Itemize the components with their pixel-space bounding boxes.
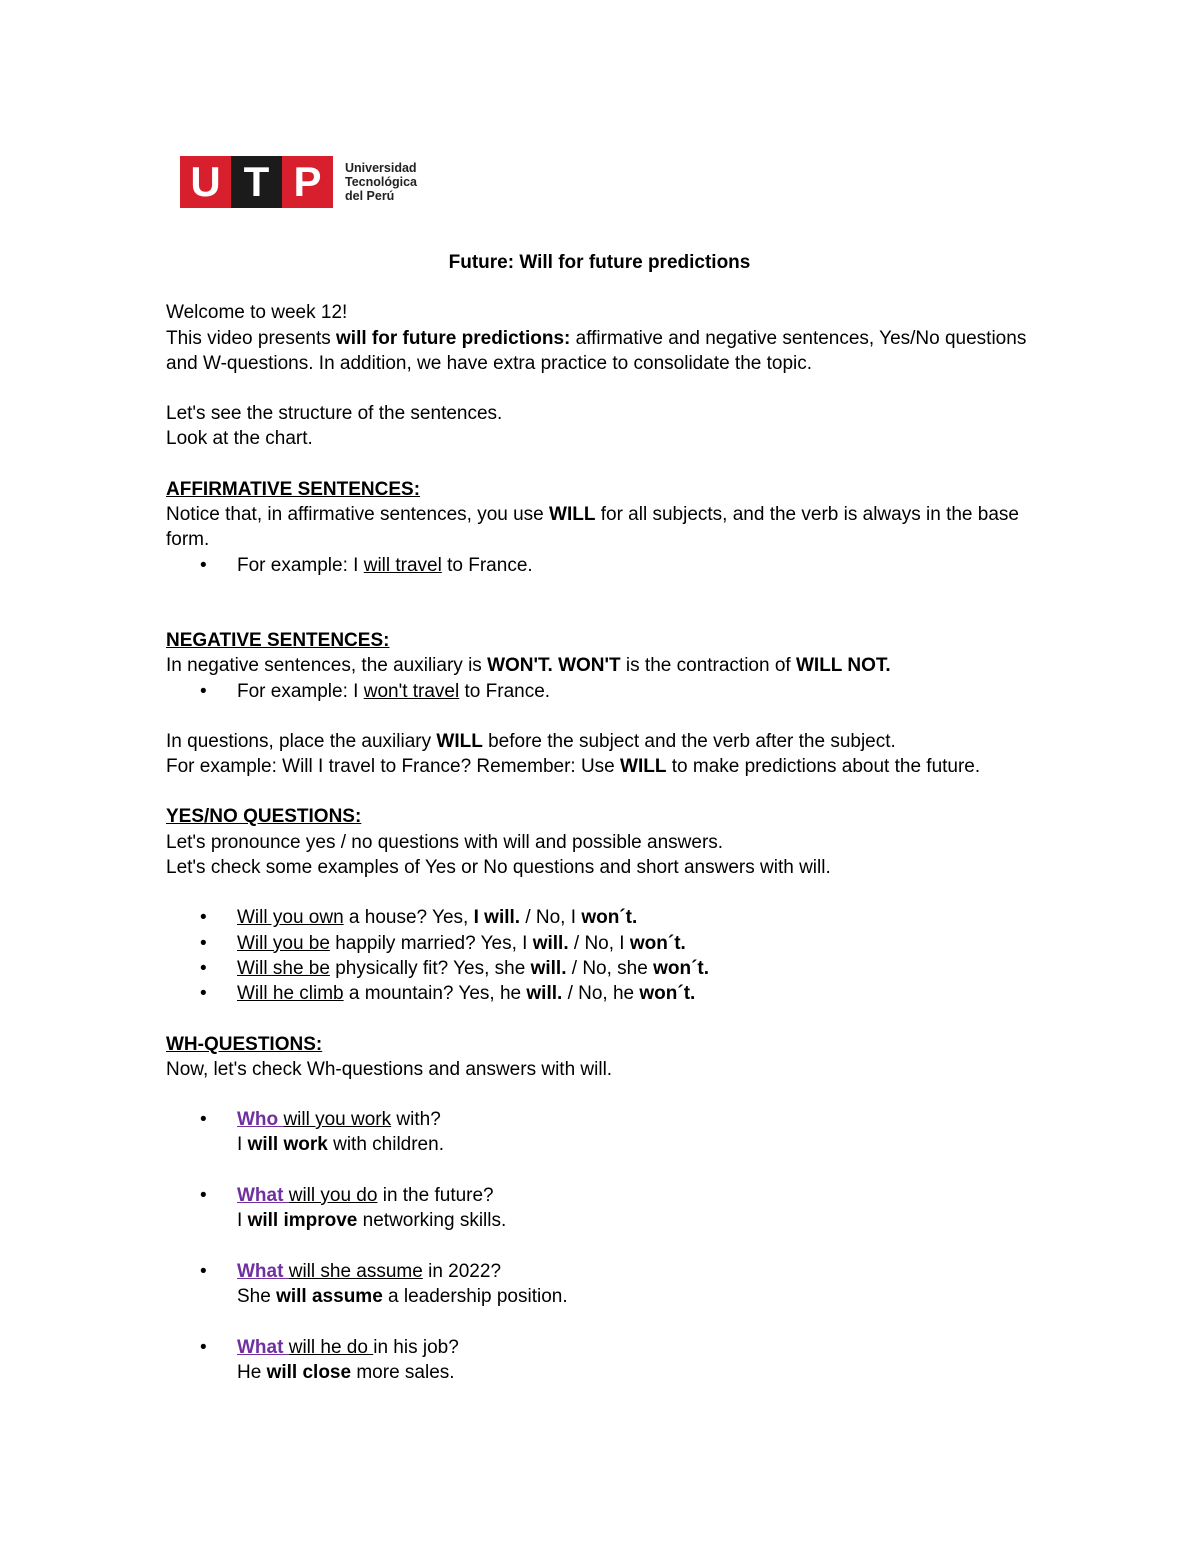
bold-text: will for future predictions:: [336, 327, 571, 349]
bold-text: WILL: [436, 730, 483, 752]
document-body: [166, 250, 1046, 1411]
text: For example: I: [237, 554, 364, 576]
chart-text: Look at the chart.: [166, 428, 313, 450]
list-item: [166, 1107, 1046, 1158]
welcome-text: Welcome to week 12!: [166, 302, 348, 324]
text: In questions, place the auxiliary: [166, 730, 437, 752]
affirmative-paragraph: [166, 502, 1046, 553]
text: physically fit? Yes, she: [329, 957, 531, 979]
text: to France.: [459, 680, 551, 702]
text: For example: Will I travel to France? Remember: Use: [166, 756, 621, 778]
logo-line-1: Universidad: [345, 161, 417, 175]
bold-text: WILL: [549, 504, 596, 526]
wh-word: What: [237, 1336, 289, 1358]
text: I: [237, 1210, 248, 1232]
text: more sales.: [351, 1362, 455, 1384]
bold-text: will close: [266, 1362, 352, 1384]
affirmative-example-list: [166, 553, 1046, 578]
underlined-text: will he do: [288, 1336, 374, 1358]
text: For example: I: [237, 680, 364, 702]
underlined-text: will you do: [288, 1185, 378, 1207]
text: / No, I: [568, 932, 630, 954]
bold-text: won´t.: [653, 957, 710, 979]
wh-list: [166, 1107, 1046, 1385]
bold-text: will.: [532, 932, 569, 954]
text: with?: [391, 1109, 441, 1131]
utp-logo: [180, 156, 417, 208]
logo-letter-t: T: [231, 156, 282, 208]
text: a leadership position.: [382, 1286, 568, 1308]
logo-wordmark: [345, 161, 417, 203]
text: / No, I: [520, 907, 582, 929]
list-item: [166, 931, 1046, 956]
bold-text: won´t.: [629, 932, 686, 954]
negative-example-list: [166, 679, 1046, 704]
yesno-line-1: Let's pronounce yes / no questions with will and possible answers.: [166, 831, 724, 853]
wh-word: Who: [237, 1109, 284, 1131]
list-item: [166, 1183, 1046, 1234]
list-item: [166, 1259, 1046, 1310]
list-item: [166, 905, 1046, 930]
bold-text: will assume: [276, 1286, 383, 1308]
text: He: [237, 1362, 267, 1384]
wh-heading: WH-QUESTIONS:: [166, 1033, 323, 1055]
list-item: [166, 956, 1046, 981]
text: to France.: [441, 554, 533, 576]
yesno-heading: YES/NO QUESTIONS:: [166, 806, 362, 828]
text: to make predictions about the future.: [666, 756, 981, 778]
text: for all subjects, and the verb is always in the base form.: [166, 504, 1019, 551]
intro-paragraph: [166, 326, 1046, 377]
text: / No, she: [566, 957, 654, 979]
bold-text: will improve: [247, 1210, 358, 1232]
bold-text: I will.: [473, 907, 521, 929]
structure-text: Let's see the structure of the sentences.: [166, 403, 503, 425]
list-item: [166, 981, 1046, 1006]
text: with children.: [327, 1134, 444, 1156]
text: I: [237, 1134, 248, 1156]
wh-word: What: [237, 1260, 289, 1282]
bold-text: will.: [526, 983, 563, 1005]
negative-paragraph: [166, 653, 1046, 678]
list-item: [166, 1335, 1046, 1386]
text: affirmative and negative sentences, Yes/No questions and W-questions. In addition, we have extra practice to consolidate the topic.: [166, 327, 1027, 374]
underlined-text: won't travel: [363, 680, 460, 702]
page-title: Future: Will for future predictions: [448, 252, 751, 273]
yesno-line-2: Let's check some examples of Yes or No questions and short answers with will.: [166, 857, 831, 879]
yesno-list: [166, 905, 1046, 1006]
text: / No, he: [562, 983, 640, 1005]
underlined-text: will you work: [283, 1109, 392, 1131]
underlined-text: Will she be: [237, 957, 330, 979]
wh-word: What: [237, 1185, 289, 1207]
text: She: [237, 1286, 277, 1308]
text: Notice that, in affirmative sentences, you use: [166, 504, 550, 526]
negative-heading: NEGATIVE SENTENCES:: [166, 629, 390, 651]
underlined-text: Will you be: [237, 932, 330, 954]
text: In negative sentences, the auxiliary is: [166, 655, 488, 677]
bold-text: will.: [530, 957, 567, 979]
underlined-text: Will you own: [237, 907, 344, 929]
bold-text: won´t.: [581, 907, 638, 929]
bold-text: WILL: [620, 756, 667, 778]
text: a house? Yes,: [343, 907, 474, 929]
logo-line-2: Tecnológica: [345, 175, 418, 189]
text: in his job?: [373, 1336, 459, 1358]
underlined-text: Will he climb: [237, 983, 344, 1005]
text: in the future?: [377, 1185, 494, 1207]
text: in 2022?: [422, 1260, 502, 1282]
list-item: [166, 553, 1046, 578]
logo-letter-u: U: [180, 156, 231, 208]
text: is the contraction of: [620, 655, 796, 677]
bold-text: will work: [247, 1134, 328, 1156]
questions-paragraph: [166, 729, 1046, 780]
bold-text: WILL NOT.: [795, 655, 891, 677]
bold-text: won´t.: [639, 983, 696, 1005]
logo-mark: [180, 156, 333, 208]
text: a mountain? Yes, he: [343, 983, 527, 1005]
affirmative-heading: AFFIRMATIVE SENTENCES:: [166, 478, 421, 500]
list-item: [166, 679, 1046, 704]
logo-letter-p: P: [282, 156, 333, 208]
text: This video presents: [166, 327, 337, 349]
text: happily married? Yes, I: [329, 932, 533, 954]
bold-text: WON'T. WON'T: [487, 655, 621, 677]
wh-intro: Now, let's check Wh-questions and answers with will.: [166, 1058, 613, 1080]
underlined-text: will travel: [363, 554, 442, 576]
underlined-text: will she assume: [288, 1260, 423, 1282]
text: before the subject and the verb after the subject.: [482, 730, 896, 752]
logo-line-3: del Perú: [345, 189, 395, 203]
text: networking skills.: [357, 1210, 507, 1232]
